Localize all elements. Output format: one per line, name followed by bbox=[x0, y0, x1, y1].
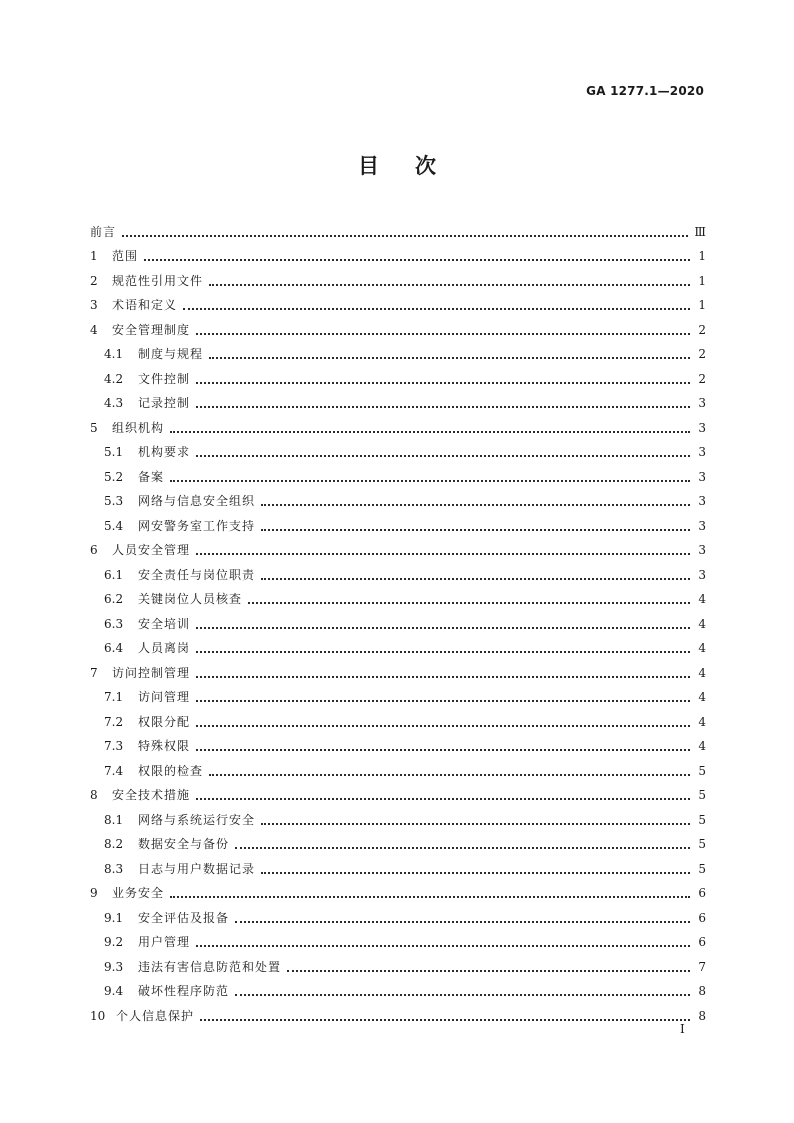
dot-leader bbox=[261, 823, 690, 825]
toc-entry-page-number: 3 bbox=[698, 518, 706, 533]
toc-entry[interactable] bbox=[90, 681, 706, 706]
dot-leader bbox=[196, 676, 690, 678]
dot-leader bbox=[261, 529, 690, 531]
toc-entry[interactable] bbox=[90, 313, 706, 338]
toc-entry-page-number: 4 bbox=[698, 690, 706, 704]
toc-entry[interactable] bbox=[90, 754, 706, 779]
toc-entry-page-number: 5 bbox=[698, 837, 706, 851]
toc-entry-label: 特殊权限 bbox=[138, 739, 191, 753]
toc-entry-label: 数据安全与备份 bbox=[138, 837, 230, 851]
dot-leader bbox=[144, 259, 690, 261]
dot-leader bbox=[170, 480, 690, 482]
toc-entry-label: 权限分配 bbox=[138, 714, 191, 729]
toc-entry-number: 7.4 bbox=[104, 763, 124, 778]
toc-entry-number: 6.2 bbox=[104, 592, 124, 606]
dot-leader bbox=[209, 774, 690, 776]
table-of-contents bbox=[90, 215, 706, 1024]
toc-entry-number: 6 bbox=[90, 543, 98, 557]
dot-leader bbox=[183, 308, 690, 310]
toc-entry-page-number: 1 bbox=[698, 249, 706, 263]
toc-entry-number: 8 bbox=[90, 788, 98, 802]
dot-leader bbox=[196, 627, 690, 629]
toc-entry-page-number: 3 bbox=[698, 420, 706, 435]
toc-entry-label: 日志与用户数据记录 bbox=[138, 861, 256, 876]
toc-entry-page-number: 4 bbox=[698, 665, 706, 680]
toc-entry-label: 网络与信息安全组织 bbox=[138, 494, 256, 508]
dot-leader bbox=[209, 357, 690, 359]
toc-entry[interactable] bbox=[90, 705, 706, 730]
toc-entry-label: 机构要求 bbox=[138, 445, 191, 459]
dot-leader bbox=[196, 382, 690, 384]
toc-entry-page-number: 5 bbox=[698, 812, 706, 827]
toc-entry-number: 8.1 bbox=[104, 812, 124, 827]
toc-entry[interactable] bbox=[90, 485, 706, 510]
toc-entry-number: 5.2 bbox=[104, 469, 124, 484]
toc-entry-page-number: 2 bbox=[698, 347, 706, 361]
toc-entry-number: 7 bbox=[90, 665, 98, 680]
toc-entry[interactable] bbox=[90, 926, 706, 951]
toc-entry[interactable] bbox=[90, 411, 706, 436]
toc-entry-page-number: 7 bbox=[698, 959, 706, 974]
dot-leader bbox=[196, 455, 690, 457]
toc-entry-page-number: 3 bbox=[698, 567, 706, 582]
toc-entry-label: 访问管理 bbox=[138, 690, 191, 704]
toc-entry-number: 10 bbox=[90, 1008, 106, 1023]
toc-entry-number: 5 bbox=[90, 420, 98, 435]
toc-entry[interactable] bbox=[90, 803, 706, 828]
dot-leader bbox=[235, 921, 690, 923]
toc-entry-label: 规范性引用文件 bbox=[112, 273, 204, 288]
toc-entry[interactable] bbox=[90, 607, 706, 632]
dot-leader bbox=[170, 431, 690, 433]
toc-entry-label: 术语和定义 bbox=[112, 298, 178, 312]
dot-leader bbox=[287, 970, 690, 972]
dot-leader bbox=[261, 578, 690, 580]
toc-entry-label: 文件控制 bbox=[138, 371, 191, 386]
toc-entry-number: 6.1 bbox=[104, 567, 124, 582]
toc-entry-page-number: 2 bbox=[698, 322, 706, 337]
toc-entry-label: 业务安全 bbox=[112, 886, 165, 900]
toc-entry[interactable] bbox=[90, 362, 706, 387]
toc-entry-page-number: 4 bbox=[698, 641, 706, 655]
dot-leader bbox=[209, 284, 690, 286]
toc-entry-number: 4.2 bbox=[104, 371, 124, 386]
toc-entry-label: 人员离岗 bbox=[138, 641, 191, 655]
toc-entry-number: 7.1 bbox=[104, 690, 124, 704]
toc-entry[interactable] bbox=[90, 583, 706, 608]
toc-entry-number: 5.4 bbox=[104, 518, 124, 533]
toc-entry-label: 访问控制管理 bbox=[112, 665, 191, 680]
toc-entry[interactable] bbox=[90, 779, 706, 804]
toc-entry-page-number: 6 bbox=[698, 935, 706, 949]
toc-entry-page-number: 3 bbox=[698, 494, 706, 508]
toc-entry[interactable] bbox=[90, 460, 706, 485]
toc-entry[interactable] bbox=[90, 975, 706, 1000]
toc-entry-page-number: 6 bbox=[698, 910, 706, 925]
toc-entry[interactable] bbox=[90, 240, 706, 265]
toc-entry-page-number: 1 bbox=[698, 273, 706, 288]
toc-entry-label: 用户管理 bbox=[138, 935, 191, 949]
toc-entry-number: 9.2 bbox=[104, 935, 124, 949]
toc-entry[interactable] bbox=[90, 436, 706, 461]
toc-entry-page-number: 2 bbox=[698, 371, 706, 386]
page-title: 目次 bbox=[358, 154, 472, 178]
toc-entry-label: 破坏性程序防范 bbox=[138, 984, 230, 998]
toc-entry-number: 5.1 bbox=[104, 445, 124, 459]
toc-entry-number: 8.3 bbox=[104, 861, 124, 876]
toc-entry-label: 网络与系统运行安全 bbox=[138, 812, 256, 827]
toc-entry-number: 7.2 bbox=[104, 714, 124, 729]
toc-entry-label: 安全培训 bbox=[138, 616, 191, 631]
toc-entry-label: 备案 bbox=[138, 469, 165, 484]
toc-entry-page-number: 3 bbox=[698, 445, 706, 459]
toc-entry[interactable] bbox=[90, 950, 706, 975]
toc-entry-label: 安全责任与岗位职责 bbox=[138, 567, 256, 582]
dot-leader bbox=[261, 872, 690, 874]
toc-entry-label: 网安警务室工作支持 bbox=[138, 518, 256, 533]
dot-leader bbox=[235, 847, 690, 849]
dot-leader bbox=[261, 504, 690, 506]
toc-entry-number: 9.4 bbox=[104, 984, 124, 998]
toc-entry-number: 1 bbox=[90, 249, 98, 263]
toc-entry-page-number: 5 bbox=[698, 861, 706, 876]
dot-leader bbox=[196, 553, 690, 555]
toc-entry-label: 安全评估及报备 bbox=[138, 910, 230, 925]
toc-entry-number: 8.2 bbox=[104, 837, 124, 851]
toc-entry-label: 关键岗位人员核查 bbox=[138, 592, 243, 606]
toc-entry-label: 个人信息保护 bbox=[116, 1008, 195, 1023]
toc-entry-label: 人员安全管理 bbox=[112, 543, 191, 557]
toc-entry[interactable] bbox=[90, 730, 706, 755]
toc-entry-number: 9.1 bbox=[104, 910, 124, 925]
toc-entry[interactable] bbox=[90, 999, 706, 1024]
dot-leader bbox=[196, 700, 690, 702]
toc-entry-page-number: 5 bbox=[698, 788, 706, 802]
toc-entry-label: 组织机构 bbox=[112, 420, 165, 435]
toc-entry-number: 9.3 bbox=[104, 959, 124, 974]
dot-leader bbox=[196, 406, 690, 408]
toc-entry-page-number: Ⅲ bbox=[694, 224, 706, 239]
dot-leader bbox=[196, 798, 690, 800]
dot-leader bbox=[200, 1019, 690, 1021]
dot-leader bbox=[248, 602, 690, 604]
dot-leader bbox=[122, 235, 688, 237]
toc-entry-label: 权限的检查 bbox=[138, 763, 204, 778]
toc-entry-page-number: 1 bbox=[698, 298, 706, 312]
toc-entry-page-number: 3 bbox=[698, 543, 706, 557]
toc-entry[interactable] bbox=[90, 509, 706, 534]
dot-leader bbox=[196, 333, 690, 335]
toc-entry[interactable] bbox=[90, 338, 706, 363]
dot-leader bbox=[196, 651, 690, 653]
toc-entry-page-number: 4 bbox=[698, 616, 706, 631]
toc-entry-number: 6.3 bbox=[104, 616, 124, 631]
toc-entry[interactable] bbox=[90, 632, 706, 657]
toc-entry-number: 9 bbox=[90, 886, 98, 900]
toc-entry-number: 3 bbox=[90, 298, 98, 312]
toc-entry-number: 2 bbox=[90, 273, 98, 288]
toc-entry[interactable] bbox=[90, 289, 706, 314]
toc-entry[interactable] bbox=[90, 264, 706, 289]
toc-entry-number: 4.1 bbox=[104, 347, 124, 361]
toc-entry[interactable] bbox=[90, 558, 706, 583]
toc-entry-page-number: 4 bbox=[698, 739, 706, 753]
dot-leader bbox=[235, 994, 690, 996]
toc-entry-number: 4.3 bbox=[104, 396, 124, 410]
toc-entry[interactable] bbox=[90, 877, 706, 902]
toc-entry-number: 6.4 bbox=[104, 641, 124, 655]
toc-entry-label: 记录控制 bbox=[138, 396, 191, 410]
toc-entry-label: 前言 bbox=[90, 224, 117, 239]
toc-entry-number: 5.3 bbox=[104, 494, 124, 508]
dot-leader bbox=[170, 896, 690, 898]
standard-number: GA 1277.1—2020 bbox=[586, 84, 704, 98]
toc-entry[interactable] bbox=[90, 852, 706, 877]
dot-leader bbox=[196, 945, 690, 947]
toc-entry-number: 7.3 bbox=[104, 739, 124, 753]
toc-entry-label: 制度与规程 bbox=[138, 347, 204, 361]
toc-entry-page-number: 4 bbox=[698, 592, 706, 606]
toc-entry-page-number: 8 bbox=[698, 984, 706, 998]
toc-entry[interactable] bbox=[90, 215, 706, 240]
toc-entry-page-number: 5 bbox=[698, 763, 706, 778]
toc-entry-number: 4 bbox=[90, 322, 98, 337]
toc-entry-page-number: 8 bbox=[698, 1008, 706, 1023]
page-folio: I bbox=[680, 1022, 685, 1036]
toc-entry-label: 安全管理制度 bbox=[112, 322, 191, 337]
toc-entry[interactable] bbox=[90, 901, 706, 926]
toc-entry[interactable] bbox=[90, 656, 706, 681]
toc-entry-label: 范围 bbox=[112, 249, 139, 263]
toc-entry-page-number: 3 bbox=[698, 469, 706, 484]
toc-entry-page-number: 3 bbox=[698, 396, 706, 410]
dot-leader bbox=[196, 749, 690, 751]
toc-entry[interactable] bbox=[90, 828, 706, 853]
toc-entry-page-number: 4 bbox=[698, 714, 706, 729]
dot-leader bbox=[196, 725, 690, 727]
toc-entry[interactable] bbox=[90, 534, 706, 559]
toc-entry[interactable] bbox=[90, 387, 706, 412]
toc-entry-page-number: 6 bbox=[698, 886, 706, 900]
toc-entry-label: 违法有害信息防范和处置 bbox=[138, 959, 282, 974]
toc-entry-label: 安全技术措施 bbox=[112, 788, 191, 802]
